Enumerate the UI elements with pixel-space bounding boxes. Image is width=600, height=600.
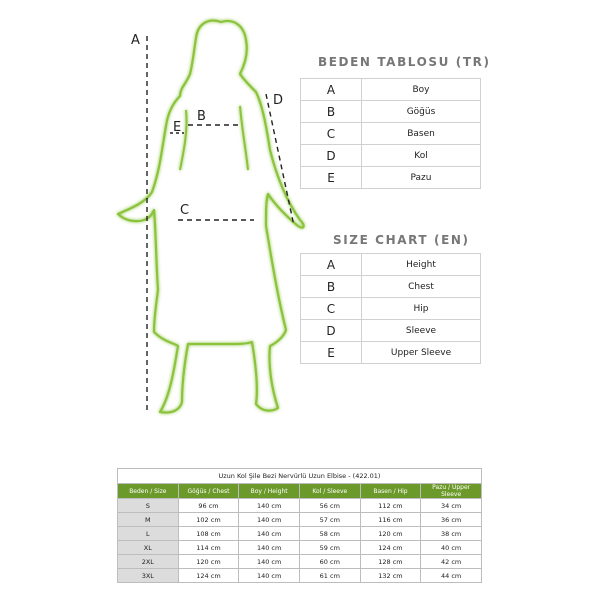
- table-cell: 132 cm: [360, 569, 421, 583]
- table-caption-row: [118, 469, 482, 484]
- table-row: [301, 79, 481, 101]
- table-cell: 140 cm: [239, 499, 300, 513]
- table-cell: 59 cm: [299, 541, 360, 555]
- table-cell: 114 cm: [178, 541, 239, 555]
- table-cell: 102 cm: [178, 513, 239, 527]
- tr-chart-title: BEDEN TABLOSU (TR): [318, 55, 491, 69]
- table-cell: 140 cm: [239, 569, 300, 583]
- table-cell: 96 cm: [178, 499, 239, 513]
- size-cell: S: [118, 499, 179, 513]
- en-label: Sleeve: [362, 320, 481, 342]
- size-measurement-table: [117, 468, 482, 583]
- tr-label: Basen: [362, 123, 481, 145]
- table-row: [118, 541, 482, 555]
- column-header: Kol / Sleeve: [299, 484, 360, 499]
- table-cell: 40 cm: [421, 541, 482, 555]
- table-cell: 60 cm: [299, 555, 360, 569]
- table-row: [301, 254, 481, 276]
- table-row: [301, 123, 481, 145]
- table-cell: 140 cm: [239, 513, 300, 527]
- table-row: [118, 555, 482, 569]
- en-key: A: [301, 254, 362, 276]
- en-key: C: [301, 298, 362, 320]
- table-caption: Uzun Kol Şile Bezi Nervürlü Uzun Elbise - (422.01): [118, 469, 482, 484]
- tr-key: E: [301, 167, 362, 189]
- figure-svg: [0, 0, 320, 430]
- table-cell: 140 cm: [239, 555, 300, 569]
- table-cell: 34 cm: [421, 499, 482, 513]
- tr-key: A: [301, 79, 362, 101]
- en-key: D: [301, 320, 362, 342]
- table-cell: 58 cm: [299, 527, 360, 541]
- dress-figure-illustration: [0, 0, 320, 430]
- tr-key: B: [301, 101, 362, 123]
- size-cell: L: [118, 527, 179, 541]
- tr-key: D: [301, 145, 362, 167]
- table-row: [118, 569, 482, 583]
- table-cell: 140 cm: [239, 541, 300, 555]
- table-row: [301, 167, 481, 189]
- en-key: B: [301, 276, 362, 298]
- table-row: [118, 513, 482, 527]
- table-cell: 108 cm: [178, 527, 239, 541]
- column-header: Basen / Hip: [360, 484, 421, 499]
- marker-b-label: B: [197, 109, 206, 124]
- marker-d-label: D: [273, 93, 284, 108]
- bust-cutaway-lines: [180, 106, 248, 170]
- tr-key: C: [301, 123, 362, 145]
- table-header-row: [118, 484, 482, 499]
- table-cell: 140 cm: [239, 527, 300, 541]
- table-cell: 124 cm: [360, 541, 421, 555]
- table-cell: 56 cm: [299, 499, 360, 513]
- table-row: [301, 342, 481, 364]
- en-label: Height: [362, 254, 481, 276]
- en-label: Hip: [362, 298, 481, 320]
- tr-label: Göğüs: [362, 101, 481, 123]
- tr-label: Boy: [362, 79, 481, 101]
- marker-c-label: C: [180, 203, 190, 218]
- size-cell: XL: [118, 541, 179, 555]
- tr-label: Kol: [362, 145, 481, 167]
- tr-chart-table: [300, 78, 481, 189]
- en-label: Chest: [362, 276, 481, 298]
- table-cell: 44 cm: [421, 569, 482, 583]
- size-cell: 3XL: [118, 569, 179, 583]
- table-row: [301, 276, 481, 298]
- en-label: Upper Sleeve: [362, 342, 481, 364]
- table-row: [301, 101, 481, 123]
- table-row: [301, 320, 481, 342]
- table-row: [301, 145, 481, 167]
- table-cell: 128 cm: [360, 555, 421, 569]
- table-row: [118, 499, 482, 513]
- en-chart-title: SIZE CHART (EN): [333, 233, 470, 247]
- figure-outline: [118, 21, 304, 413]
- table-cell: 112 cm: [360, 499, 421, 513]
- table-cell: 36 cm: [421, 513, 482, 527]
- column-header: Göğüs / Chest: [178, 484, 239, 499]
- table-cell: 120 cm: [360, 527, 421, 541]
- column-header: Pazu / Upper Sleeve: [421, 484, 482, 499]
- table-row: [118, 527, 482, 541]
- tr-label: Pazu: [362, 167, 481, 189]
- table-cell: 61 cm: [299, 569, 360, 583]
- table-cell: 116 cm: [360, 513, 421, 527]
- marker-e-label: E: [173, 120, 182, 135]
- table-cell: 57 cm: [299, 513, 360, 527]
- table-cell: 120 cm: [178, 555, 239, 569]
- column-header: Boy / Height: [239, 484, 300, 499]
- table-cell: 38 cm: [421, 527, 482, 541]
- table-cell: 42 cm: [421, 555, 482, 569]
- size-cell: M: [118, 513, 179, 527]
- en-key: E: [301, 342, 362, 364]
- en-chart-table: [300, 253, 481, 364]
- table-cell: 124 cm: [178, 569, 239, 583]
- marker-a-label: A: [131, 33, 140, 48]
- table-row: [301, 298, 481, 320]
- sleeve-measure-line: [266, 94, 294, 226]
- size-cell: 2XL: [118, 555, 179, 569]
- column-header: Beden / Size: [118, 484, 179, 499]
